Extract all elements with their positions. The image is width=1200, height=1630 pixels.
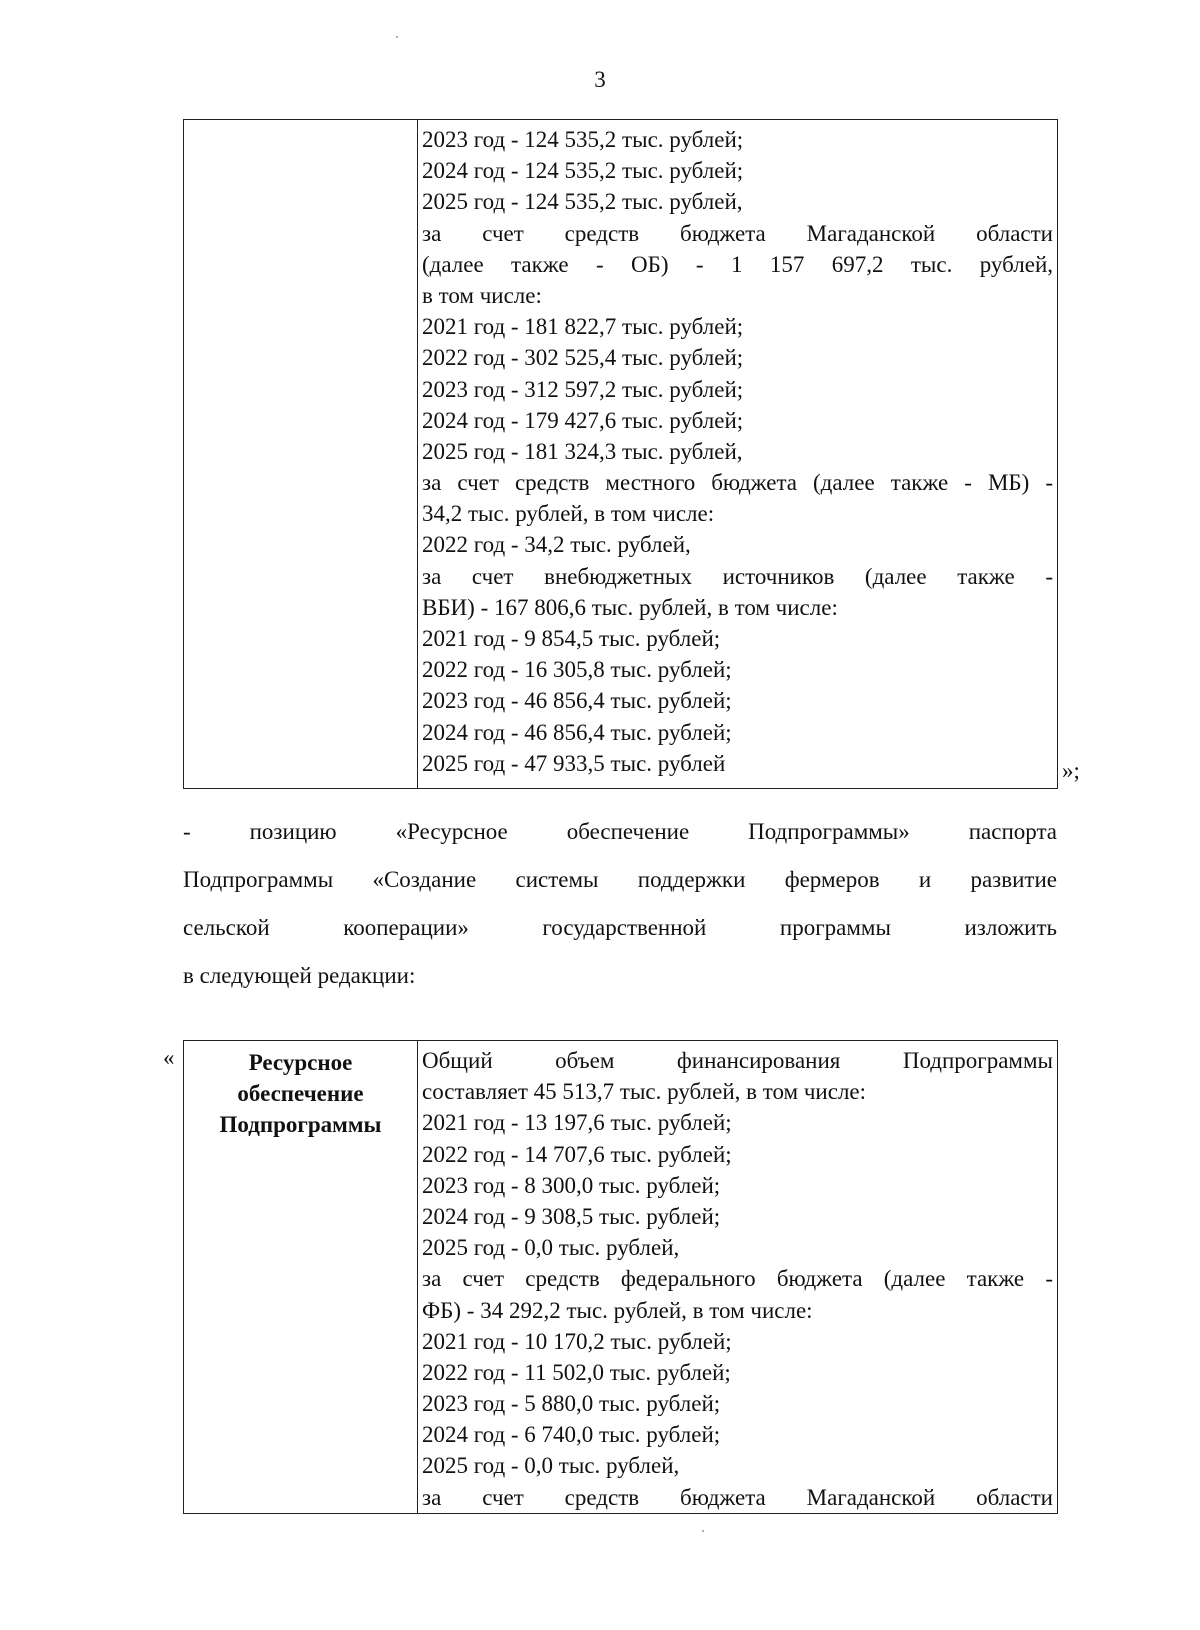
funding-line: 2022 год - 34,2 тыс. рублей, [422, 532, 691, 558]
funding-line: 2023 год - 5 880,0 тыс. рублей; [422, 1391, 721, 1417]
funding-line: Общий объем финансирования Подпрограммы [422, 1048, 1053, 1073]
funding-line: 2025 год - 0,0 тыс. рублей, [422, 1453, 680, 1479]
instruction-line-3: сельской кооперации» государственной программы изложить [183, 915, 1057, 940]
funding-line: 2023 год - 8 300,0 тыс. рублей; [422, 1172, 721, 1198]
heading-line: Ресурсное [248, 1050, 353, 1075]
funding-line: ВБИ) - 167 806,6 тыс. рублей, в том числе: [422, 594, 838, 620]
table1-right-cell [418, 120, 1058, 789]
funding-line: за счет средств федерального бюджета (далее также - [422, 1266, 1053, 1292]
instruction-line-4: в следующей редакции: [183, 963, 416, 988]
funding-line: составляет 45 513,7 тыс. рублей, в том числе: [422, 1079, 867, 1105]
heading-line: Подпрограммы [219, 1112, 382, 1138]
funding-line: 2025 год - 124 535,2 тыс. рублей, [422, 189, 743, 215]
closing-quote: »; [1062, 758, 1080, 783]
funding-line: 2022 год - 302 525,4 тыс. рублей; [422, 345, 744, 371]
resource-table-continued [183, 119, 1058, 789]
funding-line: в том числе: [422, 282, 542, 308]
funding-line: за счет средств местного бюджета (далее также - МБ) - [422, 470, 1053, 496]
table1-left-cell [184, 120, 418, 789]
funding-line: 2023 год - 312 597,2 тыс. рублей; [422, 376, 744, 402]
funding-line: 2021 год - 10 170,2 тыс. рублей; [422, 1328, 732, 1354]
funding-line: (далее также - ОБ) - 1 157 697,2 тыс. рублей, [422, 251, 1053, 277]
funding-line: 2025 год - 0,0 тыс. рублей, [422, 1235, 680, 1261]
funding-line: 2021 год - 181 822,7 тыс. рублей; [422, 314, 744, 340]
funding-line: 2024 год - 124 535,2 тыс. рублей; [422, 158, 744, 184]
funding-line: 2025 год - 181 324,3 тыс. рублей, [422, 438, 743, 464]
heading-line: обеспечение [237, 1081, 364, 1107]
funding-line: 2021 год - 9 854,5 тыс. рублей; [422, 626, 721, 651]
funding-line: 2024 год - 6 740,0 тыс. рублей; [422, 1422, 721, 1448]
funding-line: за счет внебюджетных источников (далее также - [422, 563, 1053, 589]
funding-line: 2024 год - 179 427,6 тыс. рублей; [422, 407, 744, 433]
funding-line: 2024 год - 46 856,4 тыс. рублей; [422, 719, 732, 745]
funding-line: 2022 год - 11 502,0 тыс. рублей; [422, 1359, 731, 1385]
instruction-line-1: - позицию «Ресурсное обеспечение Подпрограммы» паспорта [183, 819, 1057, 844]
page-number: 3 [594, 67, 606, 92]
table2-left-cell [184, 1041, 418, 1514]
funding-line: за счет средств бюджета Магаданской области [422, 220, 1053, 246]
resource-table-subprogram [183, 1040, 1058, 1514]
funding-line: 2021 год - 13 197,6 тыс. рублей; [422, 1110, 732, 1136]
funding-line: ФБ) - 34 292,2 тыс. рублей, в том числе: [422, 1297, 813, 1323]
instruction-line-2: Подпрограммы «Создание системы поддержки фермеров и развитие [183, 867, 1057, 892]
funding-line: 2022 год - 14 707,6 тыс. рублей; [422, 1141, 732, 1167]
funding-line: 2025 год - 47 933,5 тыс. рублей [422, 750, 726, 776]
funding-line: 2023 год - 124 535,2 тыс. рублей; [422, 127, 744, 152]
funding-line: за счет средств бюджета Магаданской области [422, 1484, 1053, 1510]
funding-line: 2024 год - 9 308,5 тыс. рублей; [422, 1203, 721, 1229]
scan-speck [396, 36, 398, 38]
table2-right-cell [418, 1041, 1058, 1514]
opening-quote: « [163, 1045, 175, 1070]
funding-line: 34,2 тыс. рублей, в том числе: [422, 501, 715, 527]
scan-speck [702, 1530, 704, 1532]
funding-line: 2022 год - 16 305,8 тыс. рублей; [422, 657, 732, 683]
funding-line: 2023 год - 46 856,4 тыс. рублей; [422, 688, 732, 714]
